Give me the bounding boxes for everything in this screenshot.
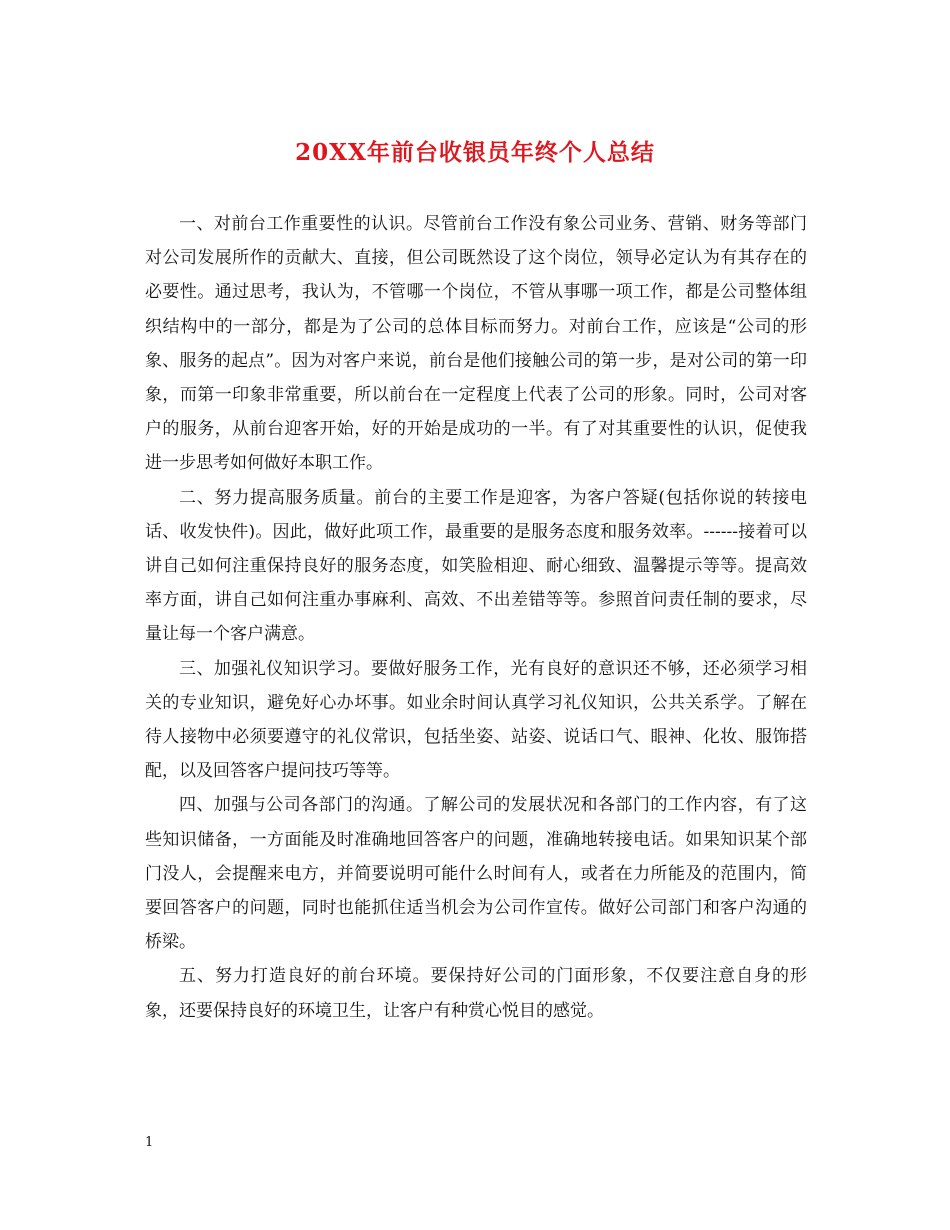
paragraph-1: 一、对前台工作重要性的认识。尽管前台工作没有象公司业务、营销、财务等部门对公司发展所作的贡献大、直接，但公司既然设了这个岗位，领导必定认为有其存在的必要性。通过思考，我认为，不管哪一个岗位，不管从事哪一项工作，都是公司整体组织结构中的一部分，都是为了公司的总体目标而努力。对前台工作，应该是“公司的形象、服务的起点”。因为对客户来说，前台是他们接触公司的第一步，是对公司的第一印象，而第一印象非常重要，所以前台在一定程度上代表了公司的形象。同时，公司对客户的服务，从前台迎客开始，好的开始是成功的一半。有了对其重要性的认识，促使我进一步思考如何做好本职工作。	[145, 214, 807, 474]
document-title: 20XX年前台收银员年终个人总结	[295, 139, 655, 166]
paragraph-2: 二、努力提高服务质量。前台的主要工作是迎客，为客户答疑(包括你说的转接电话、收发快件)。因此，做好此项工作，最重要的是服务态度和服务效率。------接着可以讲自己如何注重保持良好的服务态度，如笑脸相迎、耐心细致、温馨提示等等。提高效率方面，讲自己如何注重办事麻利、高效、不出差错等等。参照首问责任制的要求，尽量让每一个客户满意。	[145, 487, 807, 645]
paragraph-3: 三、加强礼仪知识学习。要做好服务工作，光有良好的意识还不够，还必须学习相关的专业知识，避免好心办坏事。如业余时间认真学习礼仪知识，公共关系学。了解在待人接物中必须要遵守的礼仪常识，包括坐姿、站姿、说话口气、眼神、化妆、服饰搭配，以及回答客户提问技巧等等。	[145, 658, 807, 782]
paragraph-4: 四、加强与公司各部门的沟通。了解公司的发展状况和各部门的工作内容，有了这些知识储备，一方面能及时准确地回答客户的问题，准确地转接电话。如果知识某个部门没人，会提醒来电方，并简要说明可能什么时间有人，或者在力所能及的范围内，简要回答客户的问题，同时也能抓住适当机会为公司作宣传。做好公司部门和客户沟通的桥梁。	[145, 795, 807, 953]
paragraph-5: 五、努力打造良好的前台环境。要保持好公司的门面形象，不仅要注意自身的形象，还要保持良好的环境卫生，让客户有种赏心悦目的感觉。	[145, 966, 807, 1021]
page-number: 1	[145, 1135, 154, 1150]
document-body	[145, 207, 807, 1028]
